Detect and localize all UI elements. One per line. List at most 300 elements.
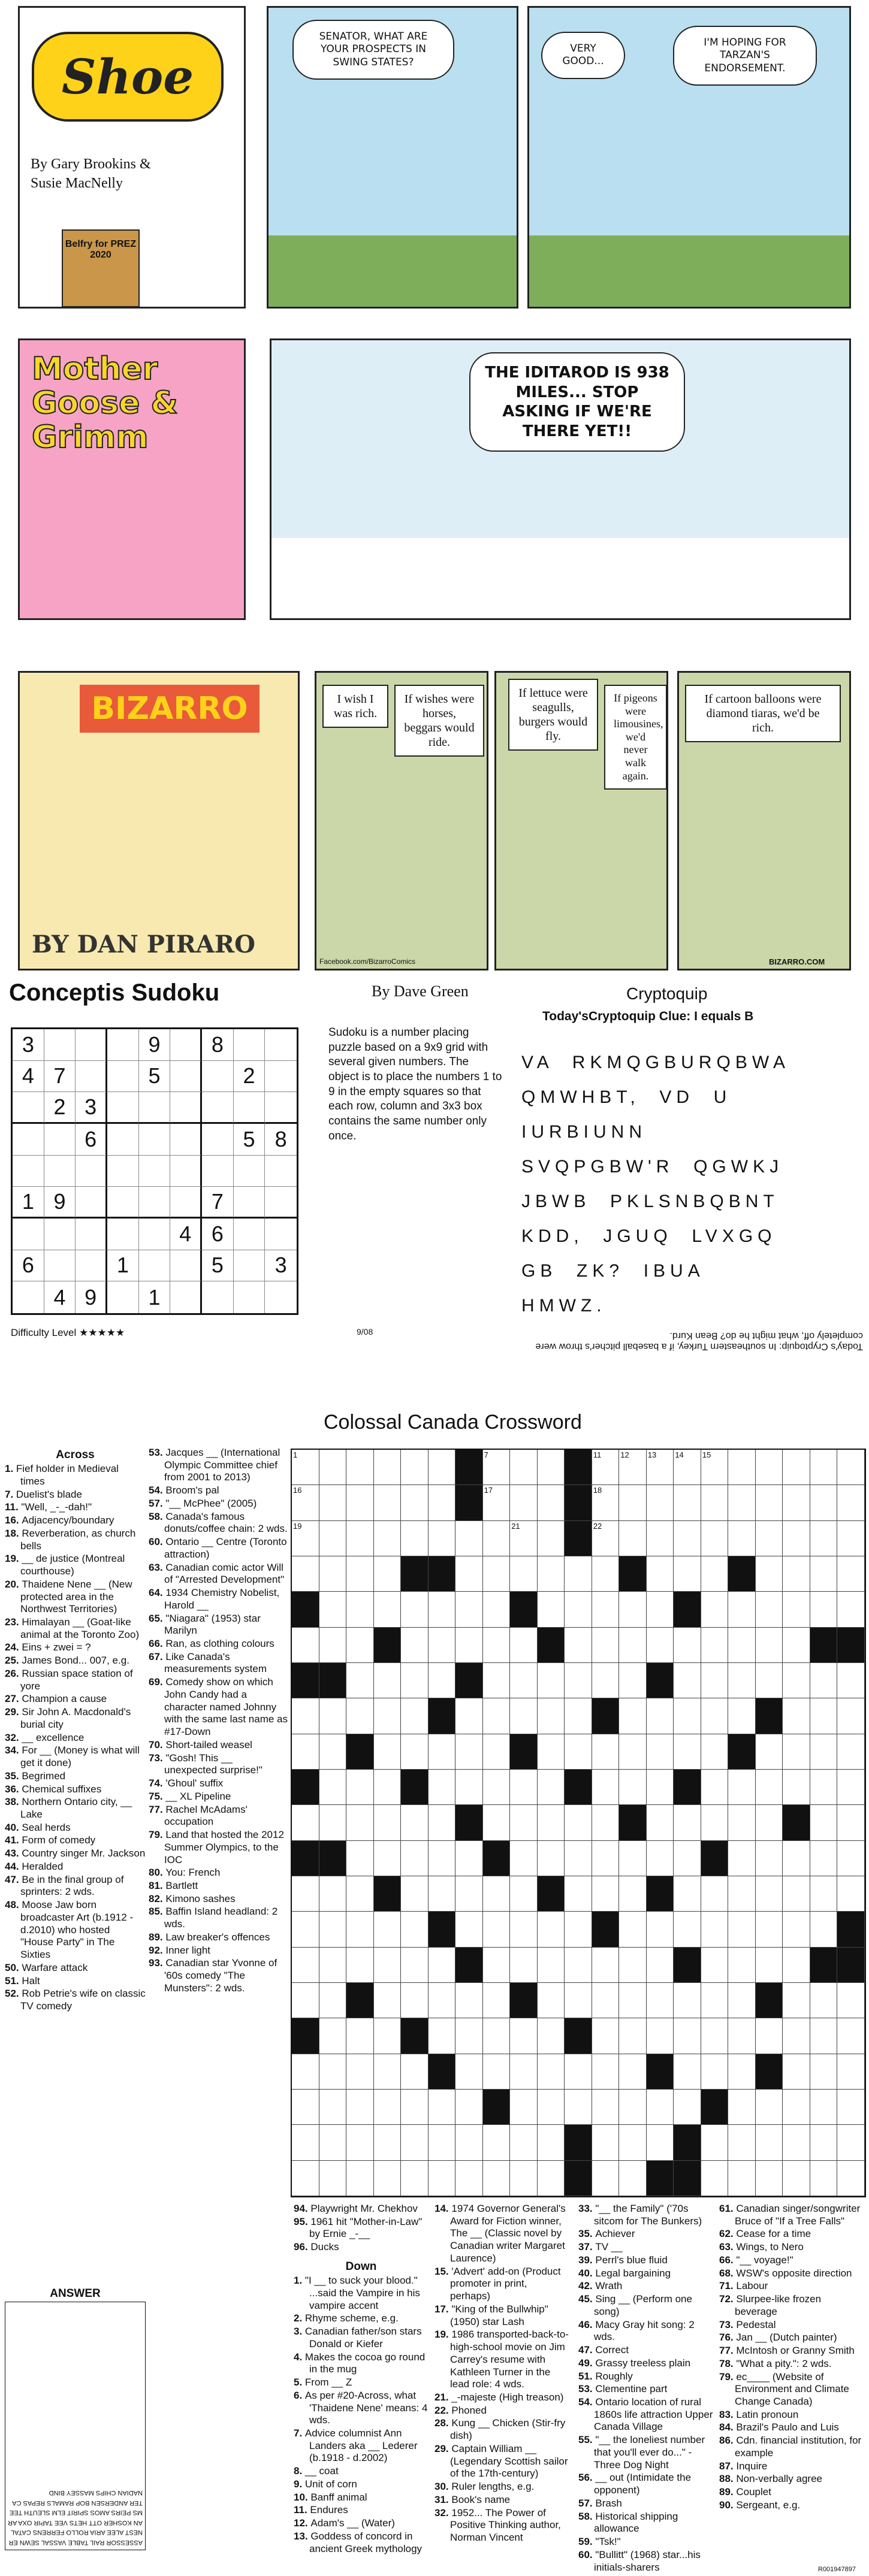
crossword-cell[interactable] — [510, 1485, 538, 1520]
crossword-cell[interactable] — [538, 1592, 565, 1627]
crossword-cell[interactable] — [319, 1805, 347, 1840]
crossword-cell[interactable] — [783, 1876, 810, 1912]
crossword-cell[interactable] — [810, 1450, 838, 1485]
crossword-cell[interactable] — [538, 1698, 565, 1734]
crossword-cell[interactable] — [401, 1983, 429, 2018]
crossword-cell[interactable] — [538, 1805, 565, 1840]
crossword-cell[interactable] — [756, 1876, 783, 1912]
sudoku-cell[interactable] — [170, 1156, 202, 1187]
crossword-cell[interactable] — [319, 1521, 347, 1556]
crossword-cell[interactable] — [810, 2090, 838, 2125]
crossword-cell[interactable] — [701, 1983, 729, 2018]
crossword-cell[interactable] — [346, 1592, 374, 1627]
crossword-cell[interactable] — [455, 1912, 483, 1947]
crossword-cell[interactable] — [619, 2125, 647, 2160]
crossword-cell[interactable] — [455, 2125, 483, 2160]
crossword-cell[interactable] — [592, 1770, 620, 1805]
crossword-cell[interactable] — [728, 1698, 756, 1734]
crossword-cell[interactable] — [619, 1841, 647, 1876]
crossword-cell[interactable] — [810, 1556, 838, 1592]
crossword-cell[interactable] — [619, 1876, 647, 1912]
crossword-cell[interactable] — [674, 1698, 701, 1734]
crossword-cell[interactable] — [455, 1592, 483, 1627]
crossword-cell[interactable] — [837, 1734, 865, 1770]
crossword-cell[interactable] — [510, 1450, 538, 1485]
sudoku-cell[interactable] — [76, 1061, 107, 1093]
crossword-cell[interactable] — [455, 1628, 483, 1663]
sudoku-cell[interactable] — [170, 1061, 202, 1093]
crossword-cell[interactable] — [565, 1805, 592, 1840]
crossword-cell[interactable] — [346, 1556, 374, 1592]
crossword-cell[interactable] — [483, 1734, 511, 1770]
sudoku-cell[interactable]: 9 — [44, 1187, 76, 1219]
crossword-cell[interactable] — [619, 1663, 647, 1698]
crossword-cell[interactable] — [756, 1628, 783, 1663]
crossword-cell[interactable] — [647, 1841, 674, 1876]
crossword-cell[interactable] — [374, 1521, 402, 1556]
sudoku-cell[interactable] — [170, 1092, 202, 1124]
sudoku-cell[interactable]: 1 — [139, 1281, 171, 1313]
crossword-cell[interactable] — [619, 2090, 647, 2125]
crossword-cell[interactable] — [647, 1734, 674, 1770]
crossword-cell[interactable] — [592, 1841, 620, 1876]
crossword-cell[interactable] — [647, 1698, 674, 1734]
crossword-cell[interactable] — [783, 1912, 810, 1947]
sudoku-cell[interactable]: 6 — [13, 1250, 44, 1282]
crossword-cell[interactable] — [756, 1663, 783, 1698]
crossword-cell[interactable] — [374, 1592, 402, 1627]
crossword-cell[interactable] — [483, 1592, 511, 1627]
crossword-cell[interactable] — [647, 1948, 674, 1983]
crossword-cell[interactable] — [592, 1948, 620, 1983]
sudoku-cell[interactable] — [170, 1187, 202, 1219]
crossword-cell[interactable] — [510, 2125, 538, 2160]
crossword-cell[interactable] — [346, 1450, 374, 1485]
crossword-cell[interactable] — [619, 1698, 647, 1734]
crossword-cell[interactable] — [592, 1663, 620, 1698]
crossword-cell[interactable] — [592, 1983, 620, 2018]
crossword-cell[interactable] — [810, 1485, 838, 1520]
crossword-cell[interactable] — [319, 1698, 347, 1734]
sudoku-cell[interactable] — [44, 1029, 76, 1061]
crossword-cell[interactable] — [483, 1983, 511, 2018]
crossword-cell[interactable] — [538, 1663, 565, 1698]
crossword-cell[interactable] — [674, 1556, 701, 1592]
crossword-cell[interactable] — [538, 2125, 565, 2160]
crossword-cell[interactable] — [756, 1805, 783, 1840]
crossword-cell[interactable] — [810, 1983, 838, 2018]
crossword-cell[interactable] — [401, 1805, 429, 1840]
sudoku-cell[interactable] — [44, 1219, 76, 1250]
crossword-cell[interactable] — [401, 1948, 429, 1983]
sudoku-cell[interactable]: 3 — [76, 1092, 107, 1124]
crossword-cell[interactable] — [401, 1521, 429, 1556]
crossword-cell[interactable] — [401, 1450, 429, 1485]
crossword-cell[interactable] — [374, 1734, 402, 1770]
crossword-cell[interactable] — [292, 1628, 319, 1663]
crossword-cell[interactable] — [728, 1628, 756, 1663]
sudoku-cell[interactable] — [139, 1156, 171, 1187]
crossword-cell[interactable] — [810, 1734, 838, 1770]
crossword-cell[interactable] — [455, 1521, 483, 1556]
sudoku-cell[interactable] — [170, 1029, 202, 1061]
crossword-cell[interactable] — [455, 1734, 483, 1770]
crossword-cell[interactable] — [810, 1841, 838, 1876]
sudoku-cell[interactable] — [76, 1156, 107, 1187]
crossword-cell[interactable] — [429, 1450, 456, 1485]
sudoku-cell[interactable] — [170, 1250, 202, 1282]
crossword-cell[interactable] — [837, 1841, 865, 1876]
crossword-cell[interactable] — [429, 1841, 456, 1876]
crossword-cell[interactable] — [374, 2125, 402, 2160]
crossword-cell[interactable] — [455, 1841, 483, 1876]
crossword-cell[interactable] — [783, 1628, 810, 1663]
crossword-cell[interactable] — [374, 1485, 402, 1520]
crossword-cell[interactable] — [346, 2018, 374, 2054]
crossword-cell[interactable] — [810, 1770, 838, 1805]
crossword-cell[interactable] — [319, 1485, 347, 1520]
crossword-cell[interactable] — [401, 1628, 429, 1663]
crossword-cell[interactable] — [346, 2161, 374, 2196]
crossword-cell[interactable] — [538, 1485, 565, 1520]
crossword-cell[interactable] — [783, 2018, 810, 2054]
crossword-cell[interactable]: 18 — [592, 1485, 620, 1520]
crossword-cell[interactable] — [701, 1948, 729, 1983]
crossword-cell[interactable] — [565, 1592, 592, 1627]
crossword-cell[interactable] — [701, 1628, 729, 1663]
crossword-cell[interactable] — [346, 1485, 374, 1520]
crossword-cell[interactable] — [783, 2054, 810, 2090]
crossword-cell[interactable] — [455, 1876, 483, 1912]
crossword-cell[interactable] — [837, 1805, 865, 1840]
crossword-cell[interactable] — [538, 1521, 565, 1556]
crossword-cell[interactable] — [346, 1521, 374, 1556]
crossword-cell[interactable]: 11 — [592, 1450, 620, 1485]
crossword-cell[interactable] — [319, 1450, 347, 1485]
crossword-cell[interactable] — [674, 1734, 701, 1770]
sudoku-cell[interactable] — [234, 1029, 265, 1061]
crossword-cell[interactable] — [292, 1805, 319, 1840]
crossword-cell[interactable] — [701, 2161, 729, 2196]
sudoku-cell[interactable] — [107, 1187, 139, 1219]
crossword-cell[interactable] — [728, 1663, 756, 1698]
sudoku-cell[interactable] — [139, 1250, 171, 1282]
crossword-cell[interactable] — [429, 1628, 456, 1663]
sudoku-cell[interactable] — [265, 1061, 297, 1093]
crossword-cell[interactable] — [592, 1628, 620, 1663]
crossword-cell[interactable] — [674, 2018, 701, 2054]
crossword-cell[interactable] — [810, 1876, 838, 1912]
crossword-cell[interactable] — [292, 1983, 319, 2018]
crossword-cell[interactable] — [429, 1485, 456, 1520]
crossword-cell[interactable] — [783, 1841, 810, 1876]
crossword-cell[interactable] — [592, 1556, 620, 1592]
crossword-cell[interactable] — [728, 2090, 756, 2125]
crossword-cell[interactable] — [319, 1556, 347, 1592]
crossword-cell[interactable] — [701, 1592, 729, 1627]
crossword-cell[interactable] — [401, 1698, 429, 1734]
crossword-cell[interactable]: 1 — [292, 1450, 319, 1485]
crossword-cell[interactable] — [783, 1983, 810, 2018]
sudoku-cell[interactable]: 6 — [76, 1124, 107, 1156]
sudoku-cell[interactable]: 4 — [13, 1061, 44, 1093]
crossword-cell[interactable]: 22 — [592, 1521, 620, 1556]
crossword-cell[interactable] — [374, 2018, 402, 2054]
crossword-cell[interactable] — [728, 1948, 756, 1983]
crossword-cell[interactable] — [538, 1948, 565, 1983]
crossword-cell[interactable] — [483, 2054, 511, 2090]
crossword-cell[interactable] — [756, 2018, 783, 2054]
sudoku-cell[interactable] — [107, 1156, 139, 1187]
crossword-cell[interactable] — [319, 1770, 347, 1805]
crossword-cell[interactable] — [783, 1592, 810, 1627]
crossword-cell[interactable] — [837, 1663, 865, 1698]
crossword-cell[interactable] — [346, 2125, 374, 2160]
crossword-cell[interactable] — [510, 1912, 538, 1947]
crossword-cell[interactable] — [837, 1698, 865, 1734]
crossword-cell[interactable] — [701, 1556, 729, 1592]
crossword-cell[interactable] — [319, 2090, 347, 2125]
crossword-cell[interactable]: 21 — [510, 1521, 538, 1556]
crossword-cell[interactable] — [619, 1948, 647, 1983]
sudoku-cell[interactable] — [234, 1250, 265, 1282]
crossword-cell[interactable] — [319, 2054, 347, 2090]
crossword-cell[interactable]: 7 — [483, 1450, 511, 1485]
sudoku-cell[interactable] — [202, 1124, 234, 1156]
crossword-cell[interactable] — [674, 1983, 701, 2018]
crossword-cell[interactable] — [319, 1948, 347, 1983]
crossword-cell[interactable] — [401, 1485, 429, 1520]
crossword-cell[interactable] — [701, 2125, 729, 2160]
crossword-cell[interactable] — [783, 1556, 810, 1592]
crossword-cell[interactable] — [619, 1770, 647, 1805]
crossword-cell[interactable] — [483, 1805, 511, 1840]
crossword-cell[interactable] — [728, 2018, 756, 2054]
crossword-cell[interactable] — [455, 2090, 483, 2125]
crossword-cell[interactable] — [592, 2090, 620, 2125]
crossword-cell[interactable] — [674, 1485, 701, 1520]
sudoku-cell[interactable] — [234, 1092, 265, 1124]
crossword-cell[interactable] — [837, 1485, 865, 1520]
sudoku-cell[interactable] — [13, 1281, 44, 1313]
crossword-cell[interactable] — [810, 1592, 838, 1627]
crossword-cell[interactable] — [374, 1805, 402, 1840]
crossword-cell[interactable] — [429, 1983, 456, 2018]
crossword-cell[interactable] — [292, 1912, 319, 1947]
crossword-cell[interactable] — [756, 1485, 783, 1520]
crossword-cell[interactable] — [538, 1450, 565, 1485]
crossword-cell[interactable] — [429, 1948, 456, 1983]
crossword-cell[interactable] — [374, 1948, 402, 1983]
crossword-cell[interactable] — [374, 1912, 402, 1947]
crossword-cell[interactable] — [346, 1698, 374, 1734]
crossword-cell[interactable] — [510, 2018, 538, 2054]
crossword-cell[interactable] — [401, 2090, 429, 2125]
sudoku-cell[interactable] — [76, 1250, 107, 1282]
crossword-cell[interactable] — [538, 1734, 565, 1770]
sudoku-cell[interactable]: 9 — [139, 1029, 171, 1061]
crossword-cell[interactable] — [592, 2018, 620, 2054]
sudoku-cell[interactable]: 5 — [202, 1250, 234, 1282]
crossword-cell[interactable] — [674, 1912, 701, 1947]
sudoku-cell[interactable]: 4 — [44, 1281, 76, 1313]
crossword-cell[interactable] — [674, 1805, 701, 1840]
crossword-cell[interactable] — [510, 1948, 538, 1983]
crossword-cell[interactable] — [783, 2090, 810, 2125]
crossword-cell[interactable] — [619, 2054, 647, 2090]
crossword-cell[interactable] — [292, 2161, 319, 2196]
crossword-cell[interactable] — [783, 1948, 810, 1983]
sudoku-cell[interactable] — [265, 1219, 297, 1250]
sudoku-cell[interactable]: 5 — [139, 1061, 171, 1093]
crossword-cell[interactable] — [538, 2054, 565, 2090]
crossword-cell[interactable]: 13 — [647, 1450, 674, 1485]
crossword-cell[interactable] — [565, 1556, 592, 1592]
crossword-cell[interactable] — [401, 2054, 429, 2090]
crossword-cell[interactable] — [374, 1698, 402, 1734]
crossword-cell[interactable] — [374, 1556, 402, 1592]
crossword-cell[interactable] — [538, 1983, 565, 2018]
crossword-cell[interactable] — [455, 1983, 483, 2018]
crossword-cell[interactable]: 16 — [292, 1485, 319, 1520]
crossword-cell[interactable] — [701, 1805, 729, 1840]
crossword-cell[interactable] — [455, 1770, 483, 1805]
crossword-cell[interactable] — [401, 2161, 429, 2196]
crossword-cell[interactable] — [619, 1734, 647, 1770]
crossword-cell[interactable] — [647, 2090, 674, 2125]
crossword-cell[interactable] — [319, 1592, 347, 1627]
crossword-cell[interactable] — [810, 1698, 838, 1734]
crossword-cell[interactable] — [756, 1450, 783, 1485]
crossword-cell[interactable] — [647, 1592, 674, 1627]
crossword-cell[interactable] — [483, 2018, 511, 2054]
sudoku-cell[interactable]: 9 — [76, 1281, 107, 1313]
crossword-cell[interactable] — [756, 1556, 783, 1592]
sudoku-cell[interactable] — [107, 1092, 139, 1124]
sudoku-cell[interactable]: 7 — [202, 1187, 234, 1219]
crossword-cell[interactable] — [538, 1841, 565, 1876]
crossword-cell[interactable] — [401, 1663, 429, 1698]
crossword-cell[interactable] — [319, 1876, 347, 1912]
crossword-cell[interactable] — [647, 1770, 674, 1805]
crossword-cell[interactable] — [483, 1948, 511, 1983]
crossword-cell[interactable] — [346, 1628, 374, 1663]
crossword-cell[interactable] — [647, 1805, 674, 1840]
crossword-cell[interactable] — [483, 2161, 511, 2196]
crossword-cell[interactable] — [429, 2125, 456, 2160]
crossword-cell[interactable] — [674, 1663, 701, 1698]
crossword-cell[interactable] — [292, 2090, 319, 2125]
crossword-cell[interactable] — [538, 1770, 565, 1805]
crossword-cell[interactable] — [538, 2090, 565, 2125]
sudoku-cell[interactable] — [107, 1124, 139, 1156]
crossword-cell[interactable] — [728, 2054, 756, 2090]
crossword-cell[interactable] — [483, 1876, 511, 1912]
crossword-cell[interactable] — [374, 1450, 402, 1485]
crossword-cell[interactable] — [592, 2054, 620, 2090]
sudoku-cell[interactable] — [139, 1092, 171, 1124]
crossword-cell[interactable] — [319, 2018, 347, 2054]
crossword-cell[interactable] — [756, 1841, 783, 1876]
sudoku-cell[interactable]: 8 — [265, 1124, 297, 1156]
sudoku-cell[interactable]: 5 — [234, 1124, 265, 1156]
crossword-cell[interactable] — [319, 1912, 347, 1947]
sudoku-cell[interactable]: 1 — [107, 1250, 139, 1282]
crossword-cell[interactable] — [592, 2161, 620, 2196]
crossword-cell[interactable] — [374, 1841, 402, 1876]
crossword-cell[interactable] — [756, 2161, 783, 2196]
crossword-cell[interactable] — [401, 1841, 429, 1876]
crossword-cell[interactable] — [565, 1876, 592, 1912]
crossword-cell[interactable] — [701, 1485, 729, 1520]
crossword-cell[interactable] — [565, 1983, 592, 2018]
crossword-cell[interactable] — [346, 1841, 374, 1876]
sudoku-cell[interactable] — [139, 1219, 171, 1250]
crossword-cell[interactable]: 19 — [292, 1521, 319, 1556]
crossword-cell[interactable]: 15 — [701, 1450, 729, 1485]
crossword-cell[interactable] — [429, 1592, 456, 1627]
crossword-cell[interactable] — [455, 2054, 483, 2090]
sudoku-cell[interactable] — [44, 1156, 76, 1187]
crossword-cell[interactable] — [701, 2054, 729, 2090]
crossword-cell[interactable] — [783, 2161, 810, 2196]
crossword-cell[interactable] — [374, 1983, 402, 2018]
crossword-cell[interactable] — [619, 1485, 647, 1520]
sudoku-cell[interactable] — [202, 1061, 234, 1093]
crossword-cell[interactable] — [455, 2018, 483, 2054]
crossword-cell[interactable] — [346, 1912, 374, 1947]
crossword-cell[interactable] — [510, 1556, 538, 1592]
crossword-cell[interactable] — [401, 1592, 429, 1627]
crossword-cell[interactable] — [592, 1876, 620, 1912]
crossword-cell[interactable] — [429, 1770, 456, 1805]
sudoku-cell[interactable] — [139, 1187, 171, 1219]
crossword-cell[interactable] — [647, 1628, 674, 1663]
crossword-cell[interactable] — [292, 1698, 319, 1734]
crossword-cell[interactable] — [565, 1663, 592, 1698]
crossword-cell[interactable] — [728, 1592, 756, 1627]
crossword-cell[interactable] — [429, 1521, 456, 1556]
crossword-cell[interactable] — [346, 1876, 374, 1912]
crossword-cell[interactable] — [429, 1805, 456, 1840]
crossword-cell[interactable] — [837, 1592, 865, 1627]
crossword-cell[interactable] — [319, 1628, 347, 1663]
crossword-cell[interactable] — [701, 1770, 729, 1805]
sudoku-cell[interactable]: 8 — [202, 1029, 234, 1061]
crossword-cell[interactable] — [674, 2054, 701, 2090]
sudoku-cell[interactable] — [170, 1124, 202, 1156]
sudoku-cell[interactable] — [202, 1281, 234, 1313]
crossword-cell[interactable] — [319, 1734, 347, 1770]
crossword-cell[interactable] — [483, 1912, 511, 1947]
sudoku-cell[interactable] — [44, 1250, 76, 1282]
crossword-cell[interactable] — [837, 1770, 865, 1805]
crossword-cell[interactable] — [783, 1521, 810, 1556]
crossword-cell[interactable] — [619, 1628, 647, 1663]
sudoku-cell[interactable] — [44, 1124, 76, 1156]
crossword-cell[interactable] — [810, 2054, 838, 2090]
crossword-cell[interactable] — [374, 2090, 402, 2125]
crossword-cell[interactable] — [538, 1556, 565, 1592]
crossword-cell[interactable] — [647, 1521, 674, 1556]
sudoku-cell[interactable]: 3 — [265, 1250, 297, 1282]
crossword-cell[interactable] — [837, 2090, 865, 2125]
crossword-cell[interactable] — [429, 2090, 456, 2125]
crossword-cell[interactable] — [429, 1876, 456, 1912]
crossword-cell[interactable] — [319, 2125, 347, 2160]
sudoku-cell[interactable] — [13, 1219, 44, 1250]
crossword-cell[interactable] — [346, 1770, 374, 1805]
